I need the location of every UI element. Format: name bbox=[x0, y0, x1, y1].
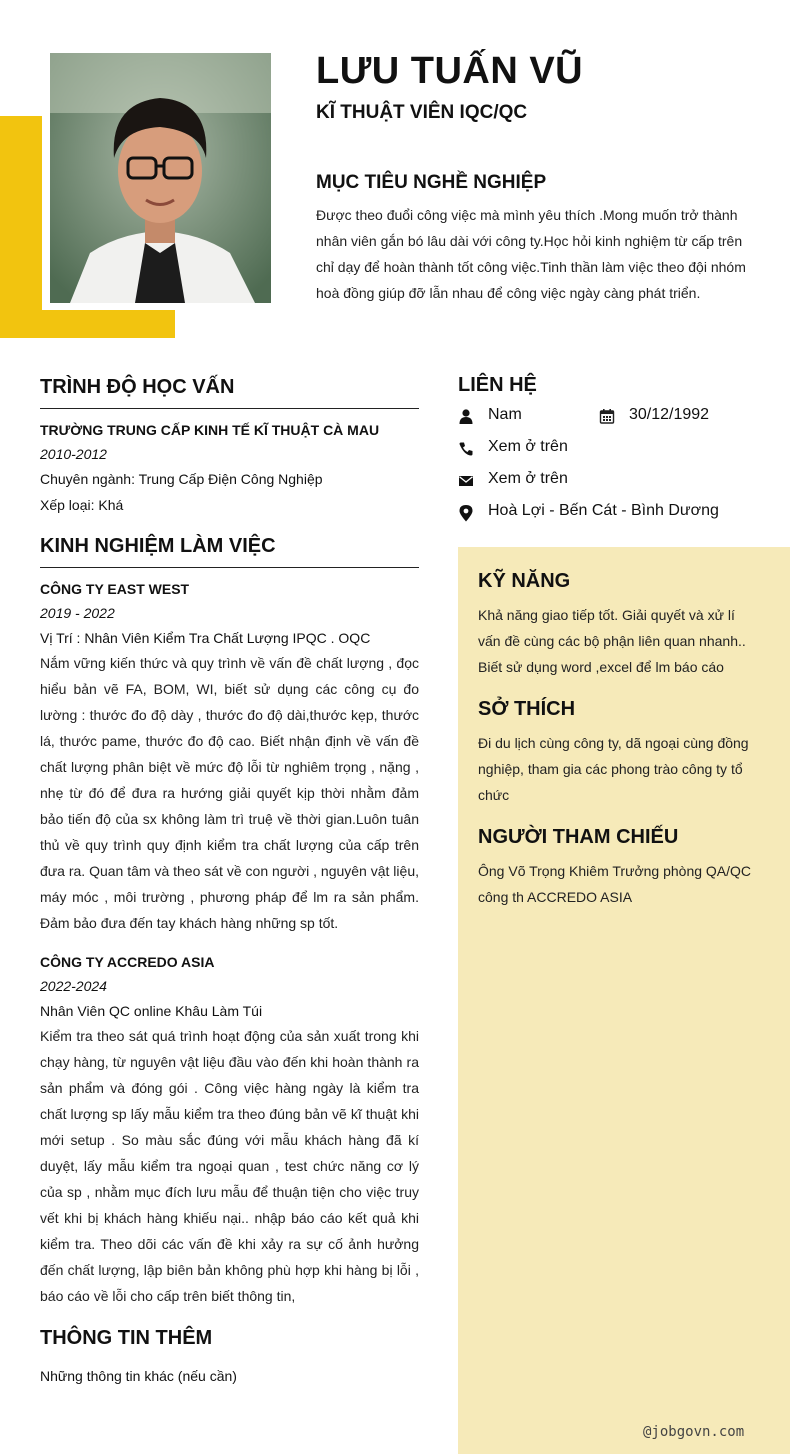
email-icon bbox=[458, 473, 474, 489]
skills-title: KỸ NĂNG bbox=[478, 570, 571, 592]
hobbies-title: SỞ THÍCH bbox=[478, 698, 576, 720]
job-company: CÔNG TY ACCREDO ASIA bbox=[40, 954, 215, 970]
portrait-illustration bbox=[50, 53, 271, 303]
location-pin-icon bbox=[458, 504, 474, 522]
watermark-credit: @jobgovn.com bbox=[643, 1424, 745, 1440]
education-grade: Xếp loại: Khá bbox=[40, 497, 124, 513]
profile-photo bbox=[50, 53, 271, 303]
job-position: Vị Trí : Nhân Viên Kiểm Tra Chất Lượng IPQC . OQC bbox=[40, 630, 371, 646]
contact-phone: Xem ở trên bbox=[488, 438, 568, 455]
job-company: CÔNG TY EAST WEST bbox=[40, 581, 190, 597]
job-description: Kiểm tra theo sát quá trình hoạt động của sản xuất trong khi chạy hàng, từ nguyên vật liệu đầu vào đến khi hoàn thành ra sản phẩm và đóng gói . Công việc hàng ngày là kiểm tra chất lượng sp lấy mẫu kiểm tra theo đúng bản vẽ kĩ thuật khi mới setup . So màu sắc đúng với mẫu khách hàng đã kí duyệt, lấy mẫu kiểm tra ngoại quan , test chức năng cơ lý của sp , nhằm mục đích lưu mẫu để thuận tiện cho việc truy vết khi bị khách hàng khiếu nại.. nhập báo cáo kết quả khi kiểm tra. Theo dõi các vấn đề khi xảy ra sự cố ảnh hưởng đến chất lượng, lập biên bản không phù hợp khi hàng bị lỗi , báo cáo về lỗi cho cấp trên biết thông tin, bbox=[40, 1028, 419, 1304]
candidate-name: LƯU TUẤN VŨ bbox=[316, 50, 584, 92]
job-title: KĨ THUẬT VIÊN IQC/QC bbox=[316, 102, 528, 123]
contact-email: Xem ở trên bbox=[488, 470, 568, 487]
education-period: 2010-2012 bbox=[40, 446, 107, 462]
contact-birthday: 30/12/1992 bbox=[629, 406, 710, 423]
school-name: TRƯỜNG TRUNG CẤP KINH TẾ KĨ THUẬT CÀ MAU bbox=[40, 422, 380, 438]
job-period: 2022-2024 bbox=[40, 978, 107, 994]
person-icon bbox=[458, 408, 474, 424]
education-major: Chuyên ngành: Trung Cấp Điện Công Nghiệp bbox=[40, 471, 323, 487]
objective-title: MỤC TIÊU NGHỀ NGHIỆP bbox=[316, 172, 547, 193]
education-title: TRÌNH ĐỘ HỌC VẤN bbox=[40, 376, 235, 398]
contact-title: LIÊN HỆ bbox=[458, 374, 537, 396]
accent-bar-horizontal bbox=[0, 310, 175, 338]
calendar-icon bbox=[599, 408, 615, 424]
extra-info-title: THÔNG TIN THÊM bbox=[40, 1327, 213, 1349]
skills-text: Khả năng giao tiếp tốt. Giải quyết và xử lí vấn đề cùng các bộ phận liên quan nhanh.. Biết sử dụng word ,excel để lm báo cáo bbox=[478, 607, 746, 675]
contact-gender: Nam bbox=[488, 406, 522, 423]
section-divider bbox=[40, 567, 419, 568]
objective-text: Được theo đuổi công việc mà mình yêu thích .Mong muốn trở thành nhân viên gắn bó lâu dài với công ty.Học hỏi kinh nghiệm từ cấp trên chỉ dạy để hoàn thành tốt công việc.Tinh thần làm việc theo đội nhóm hoà đồng giúp đỡ lẫn nhau để công việc ngày càng phát triển. bbox=[316, 207, 746, 301]
references-title: NGƯỜI THAM CHIẾU bbox=[478, 826, 679, 848]
section-divider bbox=[40, 408, 419, 409]
references-text: Ông Võ Trọng Khiêm Trưởng phòng QA/QC công th ACCREDO ASIA bbox=[478, 863, 752, 905]
hobbies-text: Đi du lịch cùng công ty, dã ngoại cùng đồng nghiệp, tham gia các phong trào công ty tổ chức bbox=[478, 735, 749, 803]
job-description: Nắm vững kiến thức và quy trình về vấn đề chất lượng , đọc hiểu bản vẽ FA, BOM, WI, biết sử dụng các công cụ đo lường : thước đo độ dày , thước đo độ dài,thước kẹp, thước lá, thước pame, thước đo độ cao. Biết nhận định về vấn đề chất lượng phân biệt về mức độ lỗi từ nghiêm trọng , nặng , nhẹ từ đó để đưa ra hướng giải quyết kịp thời nhằm đảm bảo tiến độ của sx không làm trì truệ về thời gian.Luôn tuân thủ về quy trình quy định kiểm tra chất lượng của cấp trên đưa ra. Quan tâm và theo sát về con người , nguyên vật liệu, máy móc , môi trường , phương pháp để lm ra sản phẩm. Đảm bảo đưa đến tay khách hàng những sp tốt. bbox=[40, 655, 419, 931]
extra-info-text: Những thông tin khác (nếu cần) bbox=[40, 1368, 237, 1384]
accent-bar-vertical bbox=[0, 116, 42, 338]
experience-title: KINH NGHIỆM LÀM VIỆC bbox=[40, 535, 276, 557]
contact-address: Hoà Lợi - Bến Cát - Bình Dương bbox=[488, 502, 719, 519]
side-panel bbox=[458, 547, 790, 1454]
phone-icon bbox=[458, 441, 474, 457]
job-period: 2019 - 2022 bbox=[40, 605, 115, 621]
job-position: Nhân Viên QC online Khâu Làm Túi bbox=[40, 1003, 263, 1019]
